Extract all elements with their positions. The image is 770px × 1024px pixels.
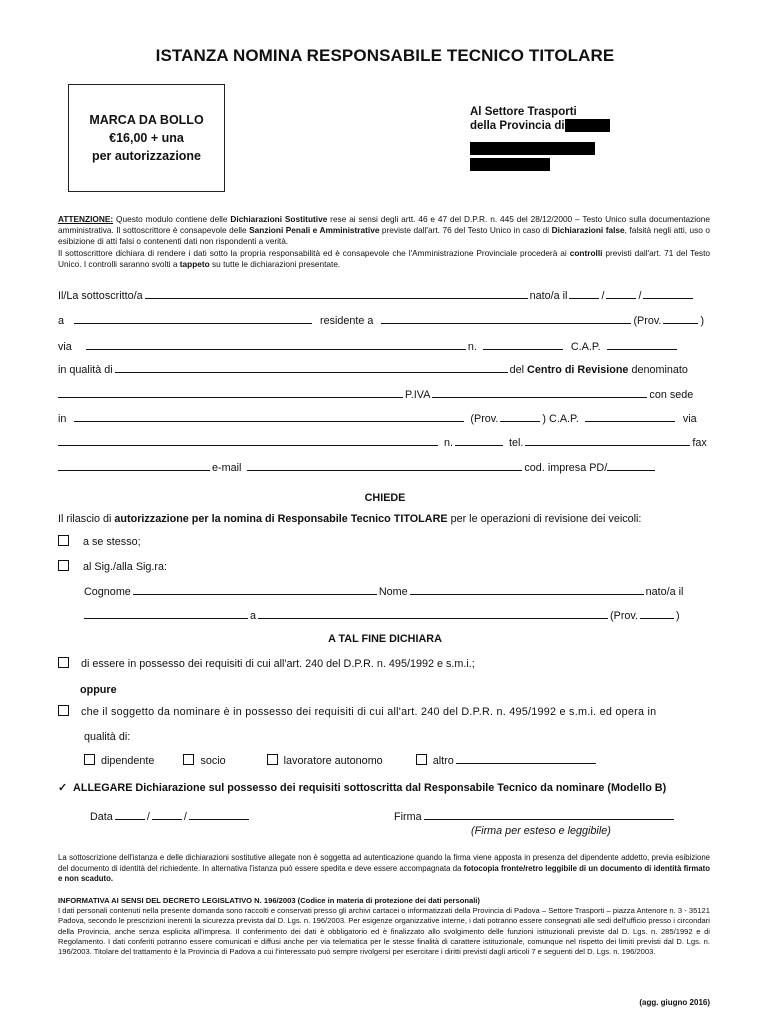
recipient-address [470, 105, 577, 133]
option-se-stesso [58, 535, 141, 548]
row-residenza: a residente a (Prov. ) [58, 315, 705, 327]
attention-bold: Sanzioni Penali e Amministrative [249, 225, 380, 236]
label-cognome: Cognome [84, 586, 131, 598]
privacy-body: I dati personali contenuti nella presente domanda sono raccolti e conservati presso gli archivi cartacei o informatizzati della Provincia di Padova – Settore Trasporti – piazza Antenore n. 3 - 35121 Padova, secondo le prescrizioni inerenti la sicurezza prevista dal D. Lgs. n. 196/2003. Per esigenze organizzative interne, i dati potranno essere consegnati alle sedi dell'ufficio presso i circondari della Provincia, anche senza esplicita all'impresa. Il conferimento dei dati è obbligatorio ed è finalizzato allo svolgimento delle funzioni istituzionali previste dal D. Lgs. n. 285/1992 e di Regolamento. I dati conferiti potranno essere comunicati e diffusi anche per via telematica per le stesse finalità di carattere istituzionale, comunque nel rispetto dei limiti previsti dal D. Lgs. n. 196/2003. Titolare del trattamento è la Provincia di Padova a cui l'interessato può sempre rivolgersi per esercitare i diritti previsti dagli articoli 7 e seguenti del D. Lgs. n. 196/2003. [58, 906, 710, 957]
field-nascita-prov[interactable] [640, 609, 674, 619]
checkbox-altro[interactable] [416, 754, 427, 765]
check-icon: ✓ [58, 782, 68, 794]
row-email [58, 461, 657, 474]
field-tel[interactable] [525, 436, 690, 446]
qualita-label: qualità di: [84, 731, 131, 743]
field-cod-impresa[interactable] [607, 461, 655, 471]
label-via: via [682, 413, 697, 425]
attention-text: , falsità negli atti, uso o esibizione di atti falsi o contenenti dati non rispondenti a verità. [58, 225, 710, 247]
attention-notice [58, 214, 710, 270]
field-sede-comune[interactable] [74, 412, 464, 422]
dichiara-heading: A TAL FINE DICHIARA [328, 633, 442, 645]
dichiara-item-1 [58, 657, 475, 670]
field-qualita[interactable] [115, 363, 508, 373]
field-cognome[interactable] [133, 585, 377, 595]
allegare-row [58, 781, 666, 794]
allegare-text: ALLEGARE Dichiarazione sul possesso dei requisiti sottoscritta dal Responsabile Tecnico da nominare (Modello B) [73, 782, 667, 794]
label-nome: Nome [378, 586, 408, 598]
chiede-bold: autorizzazione per la nomina di Responsabile Tecnico TITOLARE [114, 513, 448, 525]
field-birth-day[interactable] [569, 289, 599, 299]
attention-text: su tutte le dichiarazioni presentate. [209, 258, 341, 269]
stamp-line-1: MARCA DA BOLLO [89, 113, 204, 127]
row-nascita: a (Prov. ) [84, 609, 680, 622]
label-prov: (Prov. [610, 610, 639, 622]
checkbox-requisiti-soggetto[interactable] [58, 705, 69, 716]
label-con-sede: con sede [649, 389, 694, 401]
label-prov: (Prov. [470, 413, 499, 425]
field-center-name[interactable] [58, 388, 403, 398]
field-email[interactable] [247, 461, 522, 471]
label-fax: fax [692, 437, 707, 449]
footnote [58, 853, 710, 885]
field-nome[interactable] [410, 585, 644, 595]
label-sottoscritto: Il/La sottoscritto/a [58, 290, 143, 302]
row-contatti [58, 436, 707, 449]
label-data: Data [90, 811, 113, 823]
page-title: ISTANZA NOMINA RESPONSABILE TECNICO TITOLARE [155, 46, 615, 65]
redacted-province [565, 119, 610, 132]
option-altro-soggetto [58, 560, 167, 573]
checkbox-dipendente[interactable] [84, 754, 95, 765]
row-qualita [58, 363, 688, 376]
recipient-line-2: della Provincia di [470, 120, 565, 132]
chiede-text: per le operazioni di revisione dei veicoli: [447, 513, 642, 525]
chiede-intro [58, 513, 641, 525]
field-altro[interactable] [456, 754, 596, 764]
label-cod-impresa: cod. impresa PD/ [524, 462, 608, 474]
field-data-month[interactable] [152, 810, 182, 820]
label-firma: Firma [394, 811, 422, 823]
privacy-heading: INFORMATIVA AI SENSI DEL DECRETO LEGISLATIVO N. 196/2003 (Codice in materia di protezione dei dati personali) [58, 896, 480, 905]
chiede-heading: CHIEDE [364, 492, 406, 504]
field-piva[interactable] [432, 388, 647, 398]
redacted-address-2 [470, 158, 550, 171]
checkbox-socio[interactable] [183, 754, 194, 765]
attention-bold: tappeto [179, 258, 210, 269]
label-email: e-mail [212, 462, 242, 474]
label-a: a [58, 315, 65, 327]
field-birth-year[interactable] [643, 289, 693, 299]
label-socio: socio [200, 755, 226, 767]
label-nato-il: nato/a il [645, 586, 684, 598]
attention-bold: Dichiarazioni Sostitutive [230, 214, 328, 224]
field-sede-cap[interactable] [585, 412, 675, 422]
row-piva [58, 388, 693, 401]
label-in: in [58, 413, 67, 425]
attention-text: Il sottoscrittore dichiara di rendere i dati sotto la propria responsabilità ed è consapevole che l'Amministrazione Provinciale procederà ai [58, 247, 570, 258]
attention-bold: Dichiarazioni false [551, 225, 625, 236]
field-nascita-data[interactable] [84, 609, 248, 619]
field-full-name[interactable] [145, 289, 528, 299]
label-n: n. [467, 341, 477, 353]
field-prov[interactable] [663, 314, 698, 324]
stamp-line-3: per autorizzazione [91, 149, 202, 163]
oppure-label: oppure [80, 684, 117, 696]
field-data-day[interactable] [115, 810, 145, 820]
recipient-line-1: Al Settore Trasporti [470, 106, 577, 118]
stamp-line-2: €16,00 + una [109, 131, 184, 145]
field-data-year[interactable] [189, 810, 249, 820]
field-birth-month[interactable] [606, 289, 636, 299]
field-sede-civic[interactable] [455, 436, 503, 446]
label-denominato: denominato [631, 364, 688, 376]
field-nascita-luogo[interactable] [258, 609, 608, 619]
footnote-text: La sottoscrizione dell'istanza e delle dichiarazioni sostitutive allegate non è soggetta ad autenticazione quando la firma viene apposta in presenza del dipendente addetto, previa esibizione del documento di identità del richiedente. In alternativa l'istanza può essere spedita e deve essere accompagnata da [58, 853, 710, 873]
label-n: n. [444, 437, 454, 449]
label-piva: P.IVA [405, 389, 431, 401]
label-requisiti-se: di essere in possesso dei requisiti di cui all'art. 240 del D.P.R. n. 495/1992 e s.m.i.; [81, 658, 475, 670]
label-tel: tel. [509, 437, 524, 449]
checkbox-altro-soggetto[interactable] [58, 560, 69, 571]
attention-text: previsti dall'art. 71 del Testo Unico. I controlli saranno svolti a [58, 247, 710, 269]
revenue-stamp-box [68, 84, 225, 192]
field-firma[interactable] [424, 810, 674, 820]
footnote-bold: fotocopia fronte/retro leggibile di un documento di identità firmato e non scaduto. [58, 863, 710, 883]
attention-label: ATTENZIONE: [58, 214, 114, 224]
dichiara-item-2 [58, 705, 656, 718]
field-via[interactable] [86, 340, 466, 350]
label-residente: residente a [320, 315, 374, 327]
field-birth-place[interactable] [74, 314, 312, 324]
row-firma [394, 810, 676, 823]
attention-text: rese ai sensi degli artt. 46 e 47 del D.P.R. n. 445 del 28/12/2000 – Testo Unico sulla documentazione amministrativa. Il sottoscrittore è consapevole delle [58, 214, 710, 236]
label-a: a [250, 610, 257, 622]
field-residence[interactable] [381, 314, 631, 324]
label-nato-il: nato/a il [529, 290, 568, 302]
field-civic[interactable] [483, 340, 563, 350]
chiede-text: Il rilascio di [58, 513, 115, 525]
row-data: Data / / [90, 810, 251, 823]
checkbox-lavoratore-autonomo[interactable] [267, 754, 278, 765]
label-lavoratore-autonomo: lavoratore autonomo [283, 755, 383, 767]
label-del: del [509, 364, 525, 376]
row-sottoscritto: Il/La sottoscritto/a nato/a il / / [58, 289, 695, 302]
version-note: (agg. giugno 2016) [639, 998, 710, 1007]
label-dipendente: dipendente [101, 755, 155, 767]
label-altro-soggetto: al Sig./alla Sig.ra: [83, 561, 168, 573]
privacy-notice [58, 896, 710, 957]
label-se-stesso: a se stesso; [83, 536, 141, 548]
label-prov: (Prov. [633, 315, 662, 327]
field-fax[interactable] [58, 461, 210, 471]
checkbox-se-stesso[interactable] [58, 535, 69, 546]
row-sede: in (Prov. ) C.A.P. via [58, 413, 697, 425]
attention-bold: controlli [569, 247, 603, 258]
field-cap[interactable] [607, 340, 677, 350]
attention-text: Questo modulo contiene delle [113, 214, 231, 224]
label-centro: Centro di Revisione [527, 364, 629, 376]
roles-row [84, 754, 598, 767]
field-sede-prov[interactable] [500, 412, 540, 422]
checkbox-requisiti-se[interactable] [58, 657, 69, 668]
label-in-qualita: in qualità di [58, 364, 113, 376]
label-cap: C.A.P. [549, 413, 579, 425]
row-cognome-nome [84, 585, 683, 598]
label-via: via [58, 341, 72, 353]
attention-text: previste dall'art. 76 del Testo Unico in caso di [379, 225, 552, 236]
label-requisiti-soggetto: che il soggetto da nominare è in possesso dei requisiti di cui all'art. 240 del D.P.R. n. 495/1992 e s.m.i. ed opera in [81, 706, 657, 718]
firma-note: (Firma per esteso e leggibile) [471, 825, 611, 837]
redacted-address-1 [470, 142, 595, 155]
field-sede-via[interactable] [58, 436, 438, 446]
row-via [58, 340, 679, 353]
label-altro: altro [432, 755, 454, 767]
label-cap: C.A.P. [570, 341, 601, 353]
